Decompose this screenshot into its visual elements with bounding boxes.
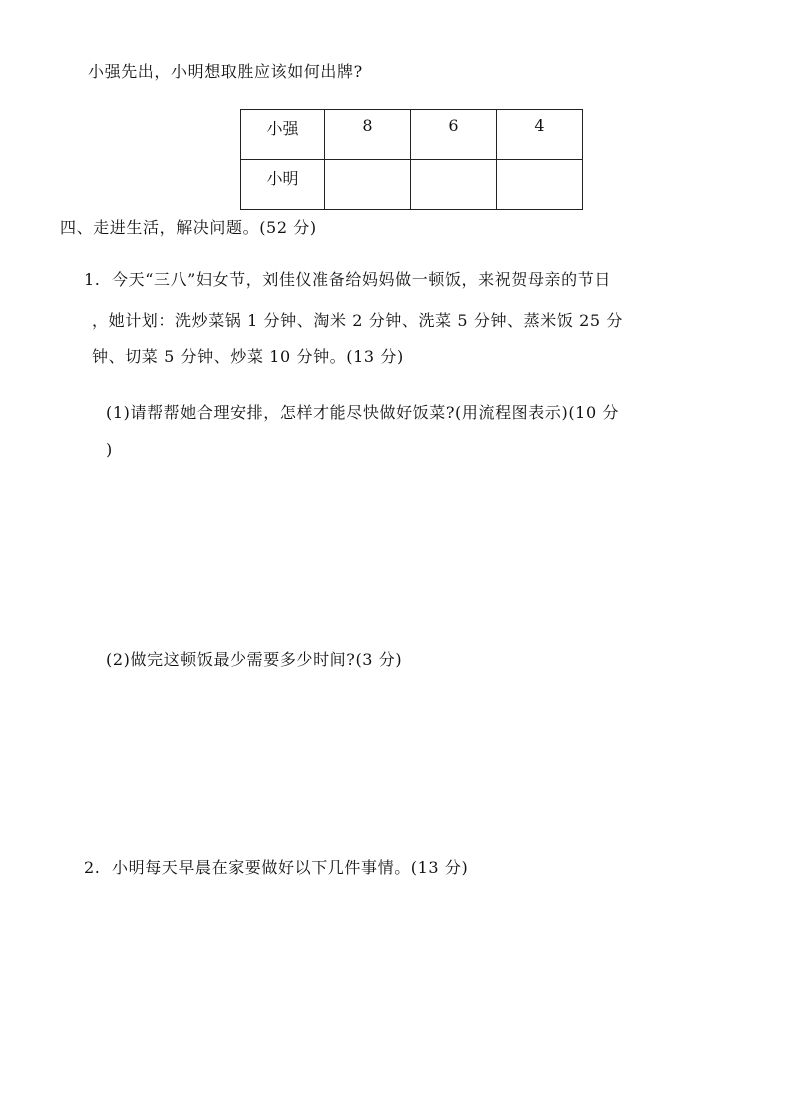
section-heading: 四、走进生活，解决问题。(52 分) — [60, 218, 317, 237]
question-number: 2. — [84, 858, 101, 877]
table-row — [241, 110, 583, 160]
table-row — [241, 160, 583, 210]
question2-text: 小明每天早晨在家要做好以下几件事情。(13 分) — [112, 858, 469, 877]
card-table — [240, 109, 583, 210]
intro-question: 小强先出，小明想取胜应该如何出牌? — [88, 62, 363, 81]
subquestion1-line1: (1)请帮帮她合理安排，怎样才能尽快做好饭菜?(用流程图表示)(10 分 — [106, 403, 620, 422]
table-cell: 4 — [497, 110, 583, 160]
question1-text-line3: 钟、切菜 5 分钟、炒菜 10 分钟。(13 分) — [92, 347, 404, 366]
answer-cell[interactable] — [411, 160, 497, 210]
subquestion1-line2: ) — [106, 440, 113, 459]
answer-cell[interactable] — [325, 160, 411, 210]
table-cell: 6 — [411, 110, 497, 160]
question-number: 1. — [84, 270, 101, 289]
answer-cell[interactable] — [497, 160, 583, 210]
table-cell: 8 — [325, 110, 411, 160]
question1-text-line2: ，她计划：洗炒菜锅 1 分钟、淘米 2 分钟、洗菜 5 分钟、蒸米饭 25 分 — [92, 311, 623, 330]
row-label: 小明 — [241, 160, 325, 210]
subquestion2: (2)做完这顿饭最少需要多少时间?(3 分) — [106, 650, 403, 669]
question1-text-line1: 今天“三八”妇女节，刘佳仪准备给妈妈做一顿饭，来祝贺母亲的节日 — [112, 270, 611, 289]
row-label: 小强 — [241, 110, 325, 160]
